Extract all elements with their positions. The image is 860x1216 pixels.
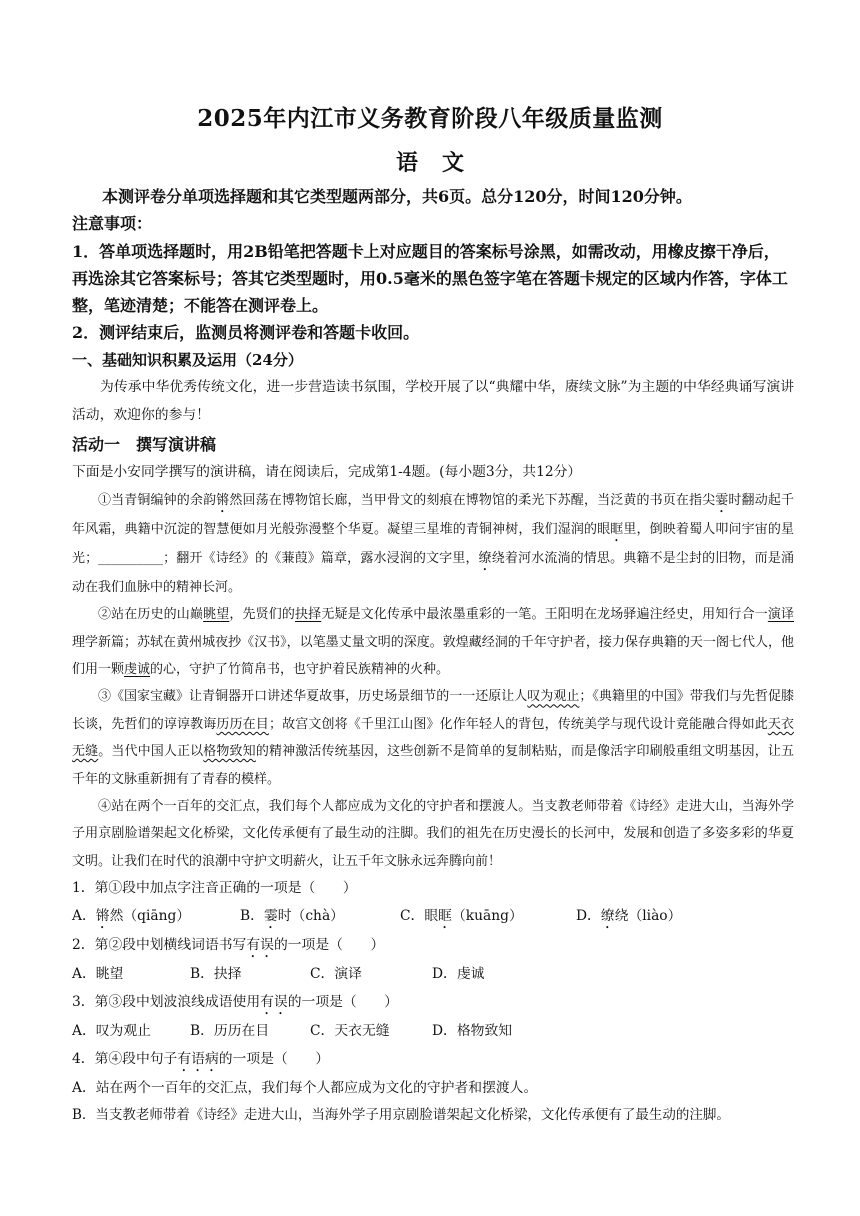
text-run: ②站在历史的山巅 <box>98 607 204 623</box>
text-run: B． <box>240 908 264 925</box>
underlined-word: 抉择 <box>295 607 322 623</box>
question-1-options <box>72 903 794 932</box>
text-run: ①当青铜编钟的余韵 <box>98 492 217 508</box>
option-b[interactable]: B．抉择 <box>190 966 242 983</box>
text-run: ；《典籍里的中国》带我们与先哲促膝长谈，先哲们的谆谆教诲 <box>72 689 794 732</box>
text-run: 。当代中国人正以 <box>98 744 204 760</box>
option-b[interactable] <box>240 903 400 932</box>
note-item-2: 2．测评结束后，监测员将测评卷和答题卡收回。 <box>72 323 420 343</box>
question-4-option-b[interactable]: B．当支教老师带着《诗经》走进大山，当海外学子用京剧脸谱架起文化桥梁，文化传承便有了最生动的注脚。 <box>72 1107 730 1124</box>
passage-paragraph-2 <box>72 601 794 683</box>
text-run: D． <box>576 908 601 925</box>
question-4-stem <box>72 1046 794 1075</box>
text-run: 绕着河水流淌的情思。典籍不是尘封的旧物，而是涌动在我们血脉中的精神长河。 <box>72 550 794 595</box>
underlined-word: 眺望 <box>203 607 230 623</box>
underlined-word: 演译 <box>767 607 794 623</box>
note-item-1: 1．答单项选择题时，用2B铅笔把答题卡上对应题目的答案标号涂黑，如需改动，用橡皮擦干净后，再选涂其它答案标号；答其它类型题时，用0.5毫米的黑色签字笔在答题卡规定的区域内作答，字体工整，笔迹清楚；不能答在测评卷上。 <box>72 241 788 316</box>
question-4-option-a[interactable]: A．站在两个一百年的交汇点，我们每个人都应成为文化的守护者和摆渡人。 <box>72 1079 538 1096</box>
wavy-idiom: 历历在目 <box>216 716 269 732</box>
dotted-char: 有误 <box>260 993 288 1010</box>
dotted-char: 锵 <box>95 908 110 925</box>
subject-title: 语文 <box>395 150 488 176</box>
text-run: 理学新篇；苏轼在黄州城夜抄《汉书》，以笔墨丈量文明的深度。敦煌藏经洞的千年守护者，接力保存典籍的天一阁七代人，他们用一颗 <box>72 634 794 677</box>
text-run: 时（chà） <box>277 908 344 925</box>
text-run: ；故宫文创将《千里江山图》化作年轻人的背包，传统美学与现代设计竟能融合得如此 <box>268 716 768 732</box>
text-run: 的精神激活传统基因，这些创新不是简单的复制粘贴，而是像活字印刷般重组文明基因，让五千年的文脉重新拥有了青春的模样。 <box>72 744 794 787</box>
dotted-char: 缭 <box>478 550 492 566</box>
notes-heading: 注意事项： <box>72 214 153 234</box>
option-d[interactable]: D．格物致知 <box>432 1022 513 1039</box>
option-a[interactable]: A．叹为观止 <box>72 1022 151 1039</box>
text-run: 里，倒映着蜀人叩问宇宙的星光；__________；翻开《诗经》的《蒹葭》篇章，露水浸润的文字里， <box>72 521 794 566</box>
dotted-char: 霎 <box>263 908 278 925</box>
text-run: 无疑是文化传承中最浓墨重彩的一笔。王阳明在龙场驿遍注经史，用知行合一 <box>321 607 768 623</box>
question-1-stem <box>72 875 794 903</box>
text-run: C．眼 <box>400 908 439 925</box>
text-run: A． <box>72 908 96 925</box>
passage-paragraph-4: ④站在两个一百年的交汇点，我们每个人都应成为文化的守护者和摆渡人。当支教老师带着《诗经》走进大山，当海外学子用京剧脸谱架起文化桥梁，文化传承便有了最生动的注脚。我们的祖先在历史漫长的长河中，发展和创造了多姿多彩的华夏文明。让我们在时代的浪潮中守护文明薪火，让五千年文脉永远奔腾向前！ <box>72 799 794 869</box>
text-run: 3．第③段中划波浪线成语使用 <box>72 993 261 1010</box>
text-run: 绕（liào） <box>614 908 682 925</box>
option-c[interactable] <box>400 903 576 932</box>
wavy-idiom: 叹为观止 <box>527 689 580 705</box>
wavy-idiom: 天衣无缝 <box>72 716 794 760</box>
exam-intro: 本测评卷分单项选择题和其它类型题两部分，共6页。总分120分，时间120分钟。 <box>102 187 692 206</box>
dotted-char: 眶 <box>610 521 624 537</box>
option-d[interactable] <box>576 903 681 932</box>
text-run: 的一项是（ ） <box>273 937 385 954</box>
dotted-char: 有误 <box>246 937 274 954</box>
option-d[interactable]: D．虔诚 <box>432 966 485 983</box>
dotted-char: 有语病 <box>177 1050 219 1067</box>
dotted-char: 缭 <box>600 908 615 925</box>
section-heading: 一、基础知识积累及运用（24分） <box>72 350 303 369</box>
text-run: 4．第④段中句子 <box>72 1050 178 1067</box>
text-run: 的一项是（ ） <box>218 1050 330 1067</box>
text-run: 1．第①段中加点字注音正确的一项是（ ） <box>72 880 357 897</box>
question-3-stem <box>72 989 794 1018</box>
exam-content <box>72 183 794 1130</box>
text-run: （kuāng） <box>451 908 523 925</box>
option-a[interactable] <box>72 903 240 932</box>
activity-instruction: 下面是小安同学撰写的演讲稿，请在阅读后，完成第1-4题。(每小题3分，共12分） <box>72 463 582 480</box>
question-2-stem <box>72 932 794 961</box>
text-run: ③《国家宝藏》让青铜器开口讲述华夏故事，历史场景细节的一一还原让人 <box>98 689 528 705</box>
text-run: 的一项是（ ） <box>287 993 399 1010</box>
exam-title: 2025年内江市义务教育阶段八年级质量监测 <box>197 105 663 132</box>
dotted-char: 眶 <box>438 908 452 925</box>
wavy-idiom: 格物致知 <box>203 744 256 760</box>
underlined-word: 虔诚 <box>124 662 151 677</box>
option-b[interactable]: B．历历在目 <box>190 1022 270 1039</box>
dotted-char: 锵 <box>216 492 230 508</box>
text-run: ，先贤们的 <box>229 607 296 623</box>
passage-paragraph-3 <box>72 683 794 793</box>
option-c[interactable]: C．天衣无缝 <box>310 1022 390 1039</box>
text-run: 然回荡在博物馆长廊，当甲骨文的刻痕在博物馆的柔光下苏醒，当泛黄的书页在指尖 <box>229 492 716 508</box>
text-run: 的心，守护了竹简帛书，也守护着民族精神的火种。 <box>150 662 450 677</box>
section-intro: 为传承中华优秀传统文化，进一步营造读书氛围，学校开展了以“典耀中华，赓续文脉”为主题的中华经典诵写演讲活动，欢迎你的参与！ <box>72 378 794 424</box>
option-a[interactable]: A．眺望 <box>72 966 124 983</box>
text-run: 然（qiāng） <box>109 908 191 925</box>
activity-heading: 活动一 撰写演讲稿 <box>72 434 217 454</box>
question-2-options <box>72 961 794 989</box>
dotted-char: 霎 <box>715 492 729 508</box>
passage-paragraph-1 <box>72 487 794 601</box>
option-c[interactable]: C．演译 <box>310 966 362 983</box>
text-run: 2．第②段中划横线词语书写 <box>72 937 247 954</box>
text-run: 时翻动起千年风霜，典籍中沉淀的智慧便如月光般弥漫整个华夏。凝望三星堆的青铜神树，我们湿润的眼 <box>72 492 794 537</box>
question-3-options <box>72 1018 794 1046</box>
